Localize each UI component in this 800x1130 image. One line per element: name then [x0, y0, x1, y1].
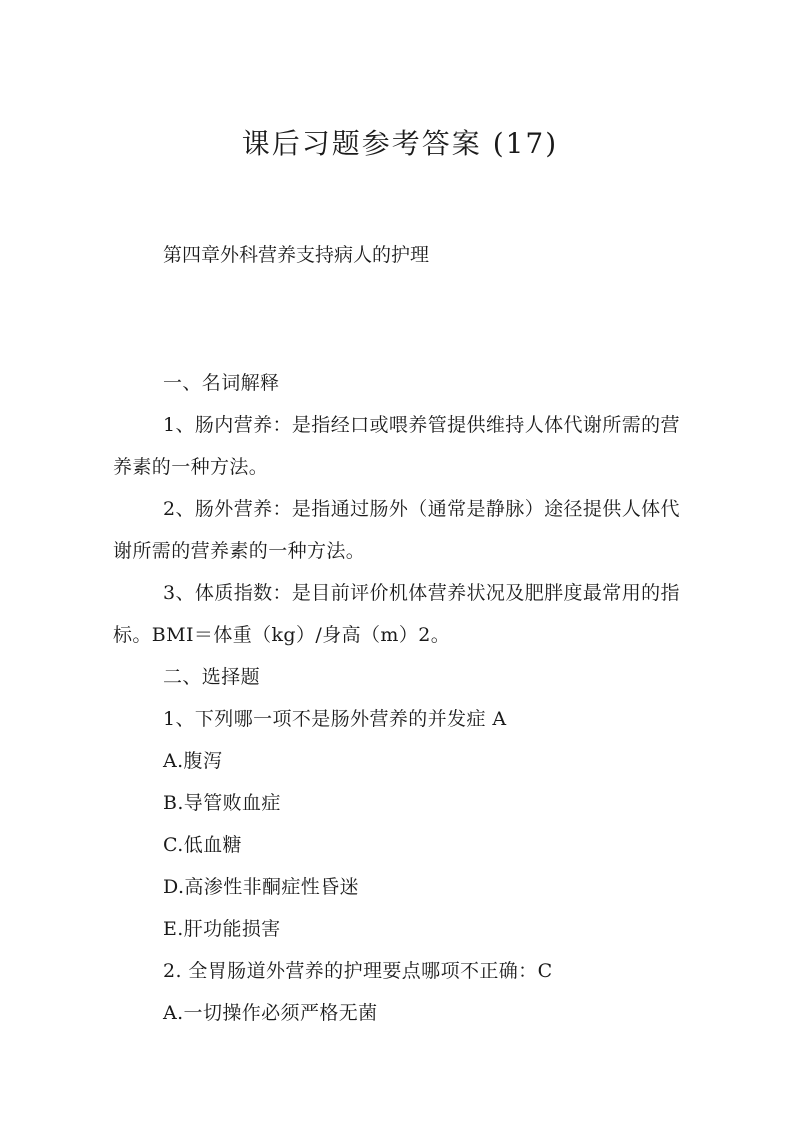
- section-heading-choice: 二、选择题: [163, 666, 261, 688]
- definition-item: 1、肠内营养：是指经口或喂养管提供维持人体代谢所需的营养素的一种方法。: [113, 414, 680, 478]
- option-item: A.腹泻: [163, 750, 223, 772]
- option-item: C.低血糖: [163, 834, 242, 856]
- question-2: 2. 全胃肠道外营养的护理要点哪项不正确：C: [163, 960, 553, 982]
- option-item: E.肝功能损害: [163, 918, 281, 940]
- definition-item: 2、肠外营养：是指通过肠外（通常是静脉）途径提供人体代谢所需的营养素的一种方法。: [113, 498, 680, 562]
- definition-item: 3、体质指数：是目前评价机体营养状况及肥胖度最常用的指标。BMI＝体重（kg）/身高（m）2。: [113, 582, 680, 646]
- question-1: 1、下列哪一项不是肠外营养的并发症 A: [163, 708, 507, 730]
- page-title: 课后习题参考答案 (17): [241, 127, 559, 160]
- chapter-heading: 第四章外科营养支持病人的护理: [163, 244, 430, 266]
- document-body: [113, 362, 693, 1034]
- section-heading-definitions: 一、名词解释: [163, 372, 280, 394]
- option-item: D.高渗性非酮症性昏迷: [163, 876, 359, 898]
- option-item: A.一切操作必须严格无菌: [163, 1002, 378, 1024]
- option-item: B.导管败血症: [163, 792, 281, 814]
